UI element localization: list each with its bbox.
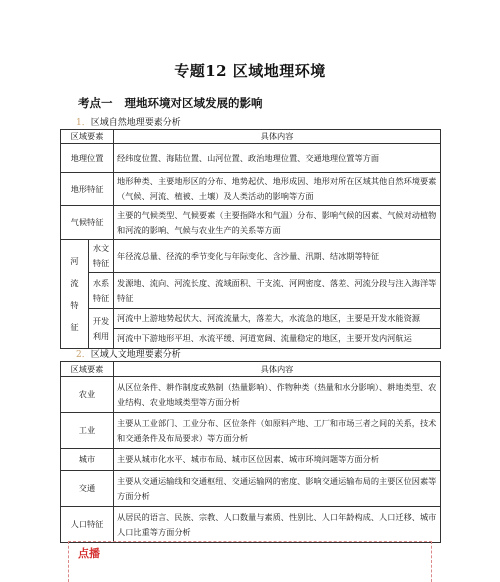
table2-row-content: 主要从工业部门、工业分布、区位条件（如原料产地、工厂和市场三者之间的关系，技术和交通条件及布局要求）等方面分析 — [114, 413, 441, 449]
table2-row-label: 人口特征 — [61, 507, 114, 543]
river-group-char: 流 — [70, 278, 79, 288]
table2-row-content: 主要从城市化水平、城市布局、城市区位因素、城市环境问题等方面分析 — [114, 449, 441, 471]
river-row-label: 水系特征 — [89, 273, 114, 309]
river-row-content: 发源地、流向、河流长度、流域面积、干支流、河网密度、落差、河流分段与注入海洋等特征 — [114, 273, 441, 309]
river-group-char: 征 — [70, 322, 79, 332]
subsection-2-number: 2． — [76, 350, 91, 360]
section-heading — [78, 95, 263, 111]
table1-header-factor: 区域要素 — [61, 130, 114, 144]
river-row-content: 年径流总量、径流的季节变化与年际变化、含沙量、汛期、结冰期等特征 — [114, 240, 441, 273]
river-row-content: 河流中下游地形平坦、水流平缓、河道宽阔、流量稳定的地区，主要开发内河航运 — [114, 329, 441, 349]
river-features-group-label — [61, 240, 89, 349]
table2-row-content: 从居民的语言、民族、宗教、人口数量与素质、性别比、人口年龄构成、人口迁移、城市人口比重等方面分析 — [114, 507, 441, 543]
table2-row-label: 交通 — [61, 471, 114, 507]
table1-row-label: 地形特征 — [61, 173, 114, 206]
river-row-label: 水文特征 — [89, 240, 114, 273]
river-row-label: 开发利用 — [89, 309, 114, 349]
table1-row-content: 主要的气候类型、气候要素（主要指降水和气温）分布、影响气候的因素、气候对动植物和河流的影响、气候与农业生产的关系等方面 — [114, 206, 441, 240]
subsection-1-number: 1． — [76, 118, 91, 128]
subsection-2-heading — [76, 347, 181, 360]
human-factors-table — [60, 361, 441, 543]
kaodian-text: 理地环境对区域发展的影响 — [124, 96, 263, 110]
natural-factors-table — [60, 129, 441, 349]
page-title: 专题12 区域地理环境 — [174, 62, 326, 80]
table1-row-content: 地形种类、主要地形区的分布、地势起伏、地形成因、地形对所在区域其他自然环境要素（气候、河流、植被、土壤）及人类活动的影响等方面 — [114, 173, 441, 206]
table2-row-label: 农业 — [61, 377, 114, 413]
table2-header-factor: 区域要素 — [61, 362, 114, 377]
table1-row-label: 气候特征 — [61, 206, 114, 240]
note-box — [68, 541, 432, 582]
subsection-2-text: 区域人文地理要素分析 — [90, 350, 181, 360]
table1-header-content: 具体内容 — [114, 130, 441, 144]
note-label: 点播 — [78, 547, 100, 560]
subsection-1-text: 区域自然地理要素分析 — [90, 118, 181, 128]
table1-row-content: 经纬度位置、海陆位置、山河位置、政治地理位置、交通地理位置等方面 — [114, 144, 441, 173]
river-group-char: 河 — [70, 256, 79, 266]
subsection-1-heading — [76, 115, 181, 128]
table1-row-label: 地理位置 — [61, 144, 114, 173]
table2-row-label: 城市 — [61, 449, 114, 471]
table2-row-label: 工业 — [61, 413, 114, 449]
kaodian-label: 考点一 — [78, 96, 113, 110]
river-group-char: 特 — [70, 300, 79, 310]
river-row-content: 河流中上游地势起伏大、河流流量大，落差大，水流急的地区，主要是开发水能资源 — [114, 309, 441, 329]
table2-row-content: 主要从交通运输线和交通枢纽、交通运输网的密度、影响交通运输布局的主要区位因素等方面分析 — [114, 471, 441, 507]
table2-header-content: 具体内容 — [114, 362, 441, 377]
table2-row-content: 从区位条件、耕作制度或熟制（热量影响）、作物种类（热量和水分影响）、耕地类型、农业结构、农业地域类型等方面分析 — [114, 377, 441, 413]
